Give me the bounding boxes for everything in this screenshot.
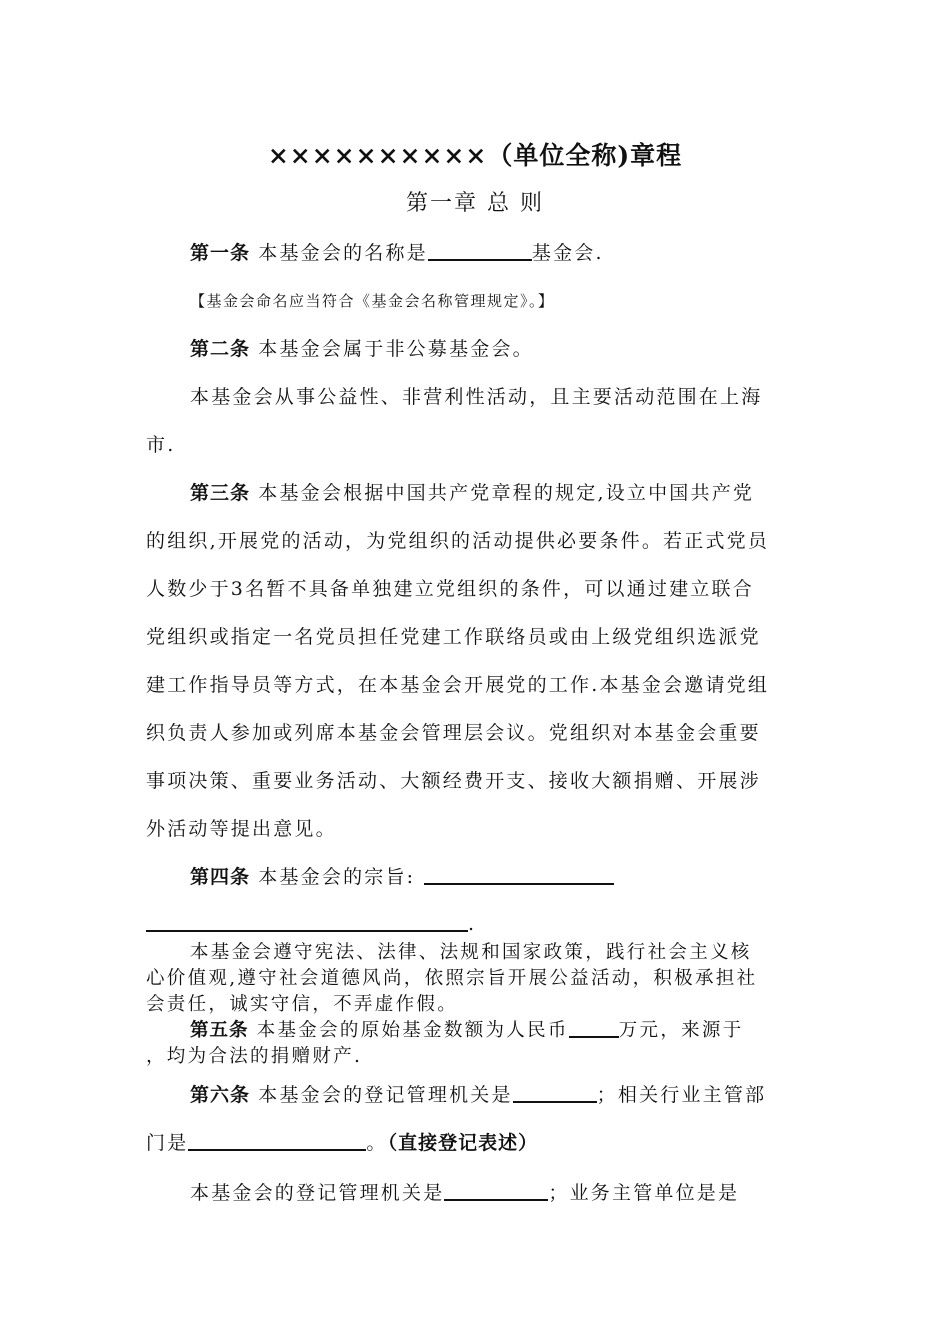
article-2-para2-line1: 本基金会从事公益性、非营利性活动，且主要活动范围在上海	[190, 386, 763, 408]
name-blank[interactable]	[428, 241, 532, 261]
article-6-para2-text: 本基金会的登记管理机关是	[190, 1182, 445, 1204]
article-1-note: 【基金会命名应当符合《基金会名称管理规定》。】	[190, 292, 555, 310]
article-5-line2: ，均为合法的捐赠财产.	[146, 1046, 363, 1067]
article-6-para2-suffix: ；业务主管单位是是	[548, 1182, 740, 1204]
article-6	[190, 1080, 766, 1107]
article-4	[190, 862, 614, 889]
purpose-blank-2[interactable]	[146, 912, 468, 932]
article-6-label: 第六条	[190, 1084, 251, 1106]
article-3-line4: 党组织或指定一名党员担任党建工作联络员或由上级党组织选派党	[146, 626, 761, 648]
article-2-para2-line2: 市.	[146, 434, 176, 456]
article-6-para2	[190, 1178, 739, 1205]
article-4-para2-line3: 会责任，诚实守信，不弄虚作假。	[146, 994, 459, 1015]
article-3-line7: 事项决策、重要业务活动、大额经费开支、接收大额捐赠、开展涉	[146, 770, 761, 792]
article-3-line5: 建工作指导员等方式，在本基金会开展党的工作.本基金会邀请党组	[146, 674, 770, 696]
article-4-end: .	[468, 913, 477, 935]
registration-authority-blank-2[interactable]	[444, 1181, 548, 1201]
article-3-line2: 的组织,开展党的活动，为党组织的活动提供必要条件。若正式党员	[146, 530, 770, 552]
article-3	[190, 478, 754, 505]
article-1	[190, 238, 604, 265]
article-3-label: 第三条	[190, 482, 251, 504]
article-5-mid: 万元，来源于	[618, 1020, 744, 1041]
article-5	[190, 1016, 744, 1042]
article-4-text: 本基金会的宗旨:	[258, 866, 416, 888]
document-title: ××××××××××（单位全称)章程	[267, 141, 683, 170]
registration-authority-blank[interactable]	[513, 1083, 597, 1103]
article-6-line2-prefix: 门是	[146, 1132, 189, 1154]
article-2	[190, 334, 534, 361]
purpose-blank-1[interactable]	[424, 865, 614, 885]
article-6-text: 本基金会的登记管理机关是	[258, 1084, 513, 1106]
article-1-text: 本基金会的名称是	[258, 242, 428, 264]
article-1-label: 第一条	[190, 242, 251, 264]
fund-amount-blank[interactable]	[569, 1018, 619, 1038]
article-6-line2	[146, 1128, 806, 1155]
article-5-text: 本基金会的原始基金数额为人民币	[256, 1020, 569, 1041]
industry-authority-blank[interactable]	[188, 1131, 366, 1151]
article-4-blank-line	[146, 912, 806, 935]
direct-registration-note: （直接登记表述）	[387, 1132, 539, 1154]
chapter-heading: 第一章 总 则	[406, 191, 544, 216]
article-6-line2-suffix: 。	[366, 1132, 388, 1154]
article-3-line6: 织负责人参加或列席本基金会管理层会议。党组织对本基金会重要	[146, 722, 761, 744]
article-3-line1: 本基金会根据中国共产党章程的规定,设立中国共产党	[258, 482, 755, 504]
article-3-line3: 人数少于3名暂不具备单独建立党组织的条件，可以通过建立联合	[146, 578, 754, 600]
article-4-para2-line2: 心价值观,遵守社会道德风尚，依照宗旨开展公益活动，积极承担社	[146, 968, 758, 989]
article-1-suffix: 基金会.	[531, 242, 604, 264]
article-5-label: 第五条	[190, 1020, 249, 1041]
article-2-label: 第二条	[190, 338, 251, 360]
article-2-text: 本基金会属于非公募基金会。	[258, 338, 534, 360]
article-3-line8: 外活动等提出意见。	[146, 818, 337, 840]
article-4-para2-line1: 本基金会遵守宪法、法律、法规和国家政策，践行社会主义核	[190, 942, 752, 963]
article-4-label: 第四条	[190, 866, 251, 888]
article-6-mid: ；相关行业主管部	[596, 1084, 767, 1106]
